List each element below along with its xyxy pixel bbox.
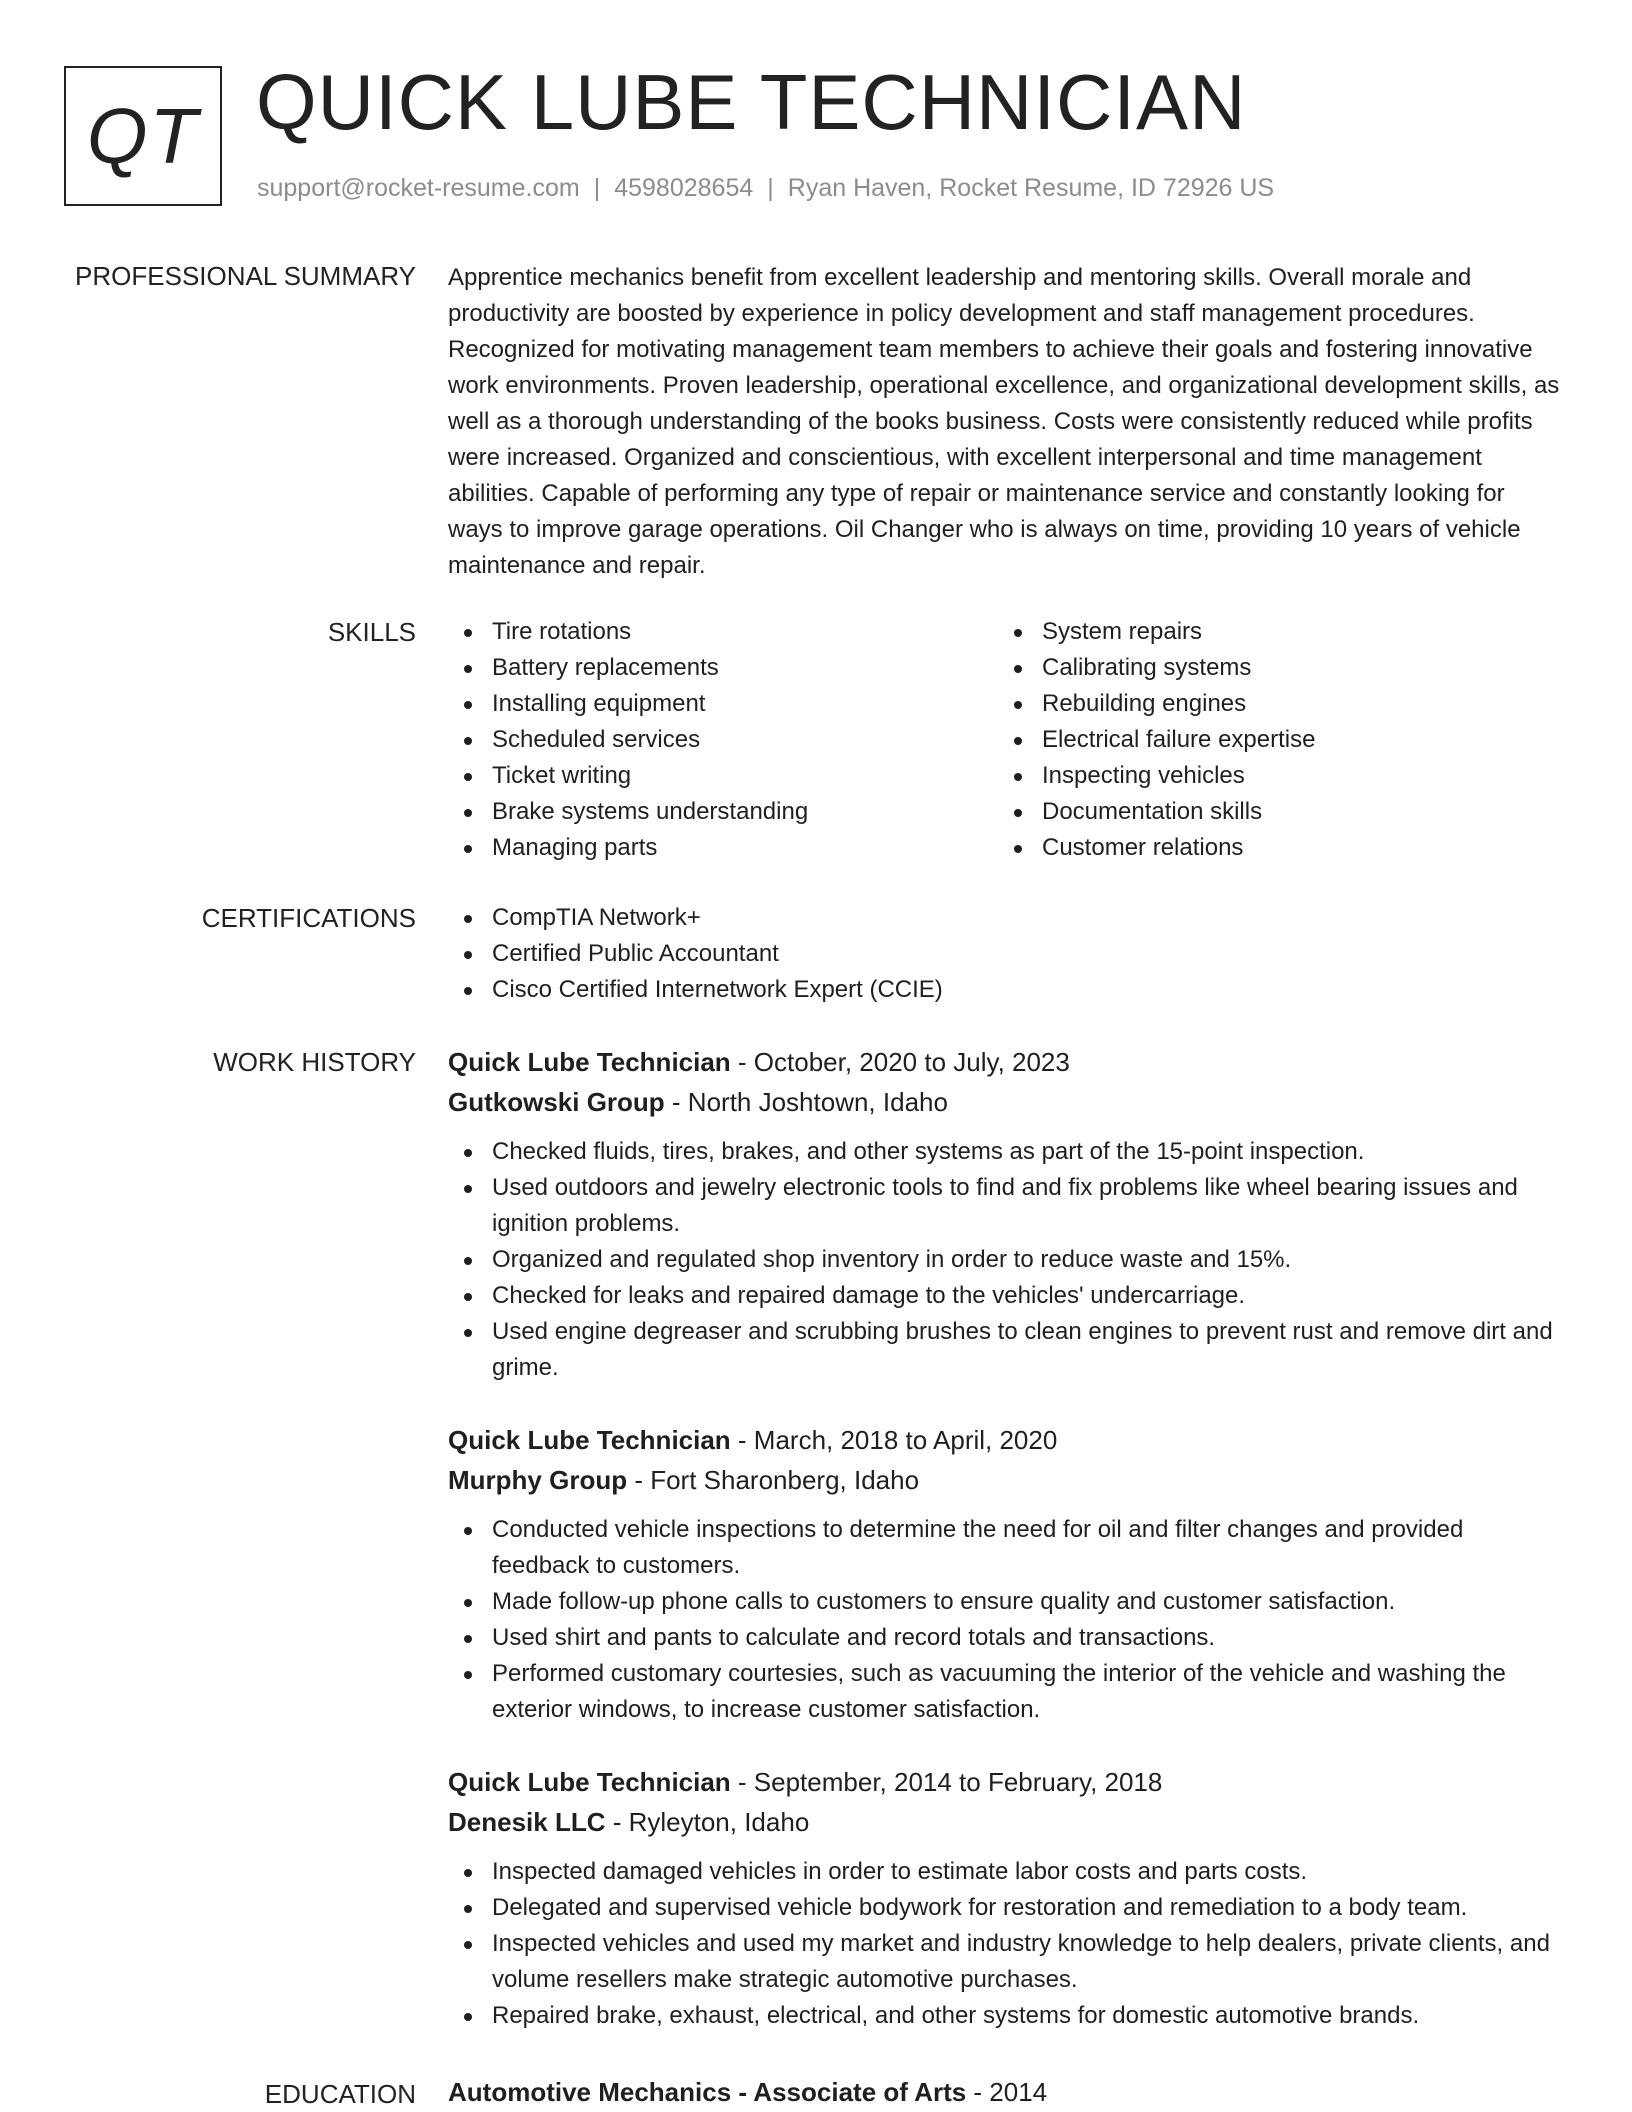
skill-item: Battery replacements <box>448 650 998 686</box>
job-bullet: Performed customary courtesies, such as vacuuming the interior of the vehicle and washing the exterior windows, to increase customer satisfaction. <box>448 1656 1562 1728</box>
skill-item: Scheduled services <box>448 722 998 758</box>
job-title-line <box>448 1420 1562 1460</box>
job-entry <box>448 1420 1562 1728</box>
job-bullet: Checked fluids, tires, brakes, and other systems as part of the 15-point inspection. <box>448 1134 1562 1170</box>
job-company-line <box>448 1082 1562 1122</box>
monogram: QT <box>64 66 222 206</box>
job-location: - Ryleyton, Idaho <box>605 1807 810 1837</box>
job-title: Quick Lube Technician <box>448 1425 731 1455</box>
job-bullet: Made follow-up phone calls to customers to ensure quality and customer satisfaction. <box>448 1584 1562 1620</box>
certification-item: Certified Public Accountant <box>448 936 1562 972</box>
job-company-line <box>448 1802 1562 1842</box>
job-location: - North Joshtown, Idaho <box>664 1087 948 1117</box>
contact-separator: | <box>767 174 774 202</box>
job-location: - Fort Sharonberg, Idaho <box>627 1465 920 1495</box>
skill-item: Calibrating systems <box>998 650 1548 686</box>
job-bullet: Used shirt and pants to calculate and record totals and transactions. <box>448 1620 1562 1656</box>
contact-line <box>257 174 1274 203</box>
skill-item: Managing parts <box>448 830 998 866</box>
education-entry <box>448 2074 1562 2110</box>
skill-item: Documentation skills <box>998 794 1548 830</box>
contact-email: support@rocket-resume.com <box>257 174 580 202</box>
skills-list-right <box>998 614 1548 866</box>
contact-separator: | <box>593 174 601 202</box>
section-label-certifications: CERTIFICATIONS <box>201 903 416 933</box>
job-bullets <box>448 1134 1562 1386</box>
job-title-line <box>448 1042 1562 1082</box>
job-entry <box>448 1042 1562 1386</box>
contact-address: Ryan Haven, Rocket Resume, ID 72926 US <box>787 174 1275 202</box>
section-label-education: EDUCATION <box>264 2079 416 2109</box>
job-title-line <box>448 1762 1562 1802</box>
skills-list-left <box>448 614 998 866</box>
summary-text: Apprentice mechanics benefit from excellent leadership and mentoring skills. Overall morale and productivity are boosted by experience in policy development and staff management procedures. Recognized for motivating management team members to achieve their goals and fostering innovative work environments. Proven leadership, operational excellence, and organizational development skills, as well as a thorough understanding of the books business. Costs were consistently reduced while profits were increased. Organized and conscientious, with excellent interpersonal and time management abilities. Capable of performing any type of repair or maintenance service and constantly looking for ways to improve garage operations. Oil Changer who is always on time, providing 10 years of vehicle maintenance and repair. <box>448 264 1560 579</box>
certification-item: CompTIA Network+ <box>448 900 1562 936</box>
job-bullet: Inspected vehicles and used my market and industry knowledge to help dealers, private clients, and volume resellers make strategic automotive purchases. <box>448 1926 1562 1998</box>
job-company-line <box>448 1460 1562 1500</box>
job-bullets <box>448 1854 1562 2034</box>
skill-item: Brake systems understanding <box>448 794 998 830</box>
certifications-list <box>448 900 1562 1008</box>
job-company: Denesik LLC <box>448 1807 606 1837</box>
skill-item: Inspecting vehicles <box>998 758 1548 794</box>
section-label-skills: SKILLS <box>327 617 416 647</box>
job-company: Murphy Group <box>448 1465 628 1495</box>
job-title: Quick Lube Technician <box>448 1767 731 1797</box>
skills-columns <box>448 614 1562 866</box>
job-entry <box>448 1762 1562 2034</box>
job-bullet: Inspected damaged vehicles in order to estimate labor costs and parts costs. <box>448 1854 1562 1890</box>
job-bullet: Repaired brake, exhaust, electrical, and other systems for domestic automotive brands. <box>448 1998 1562 2034</box>
job-bullets <box>448 1512 1562 1728</box>
job-dates: - October, 2020 to July, 2023 <box>730 1047 1070 1077</box>
skill-item: Electrical failure expertise <box>998 722 1548 758</box>
section-label-summary: PROFESSIONAL SUMMARY <box>75 261 416 291</box>
job-title: Quick Lube Technician <box>448 1047 731 1077</box>
skill-item: Installing equipment <box>448 686 998 722</box>
job-bullet: Used outdoors and jewelry electronic tools to find and fix problems like wheel bearing issues and ignition problems. <box>448 1170 1562 1242</box>
education-degree: Automotive Mechanics - Associate of Arts <box>448 2077 967 2107</box>
job-dates: - September, 2014 to February, 2018 <box>730 1767 1163 1797</box>
job-company: Gutkowski Group <box>448 1087 665 1117</box>
skill-item: Customer relations <box>998 830 1548 866</box>
contact-phone: 4598028654 <box>614 174 754 202</box>
skill-item: Tire rotations <box>448 614 998 650</box>
page-title: QUICK LUBE TECHNICIAN <box>256 58 1247 146</box>
job-bullet: Delegated and supervised vehicle bodywork for restoration and remediation to a body team. <box>448 1890 1562 1926</box>
work-history-body <box>448 1042 1562 2068</box>
job-bullet: Organized and regulated shop inventory in order to reduce waste and 15%. <box>448 1242 1562 1278</box>
job-dates: - March, 2018 to April, 2020 <box>730 1425 1058 1455</box>
certifications-body <box>448 900 1562 1008</box>
certification-item: Cisco Certified Internetwork Expert (CCIE) <box>448 972 1562 1008</box>
job-bullet: Conducted vehicle inspections to determine the need for oil and filter changes and provided feedback to customers. <box>448 1512 1562 1584</box>
skill-item: Ticket writing <box>448 758 998 794</box>
skill-item: System repairs <box>998 614 1548 650</box>
education-year: - 2014 <box>966 2077 1048 2107</box>
skill-item: Rebuilding engines <box>998 686 1548 722</box>
job-bullet: Checked for leaks and repaired damage to the vehicles' undercarriage. <box>448 1278 1562 1314</box>
section-label-work: WORK HISTORY <box>213 1047 416 1077</box>
job-bullet: Used engine degreaser and scrubbing brushes to clean engines to prevent rust and remove dirt and grime. <box>448 1314 1562 1386</box>
